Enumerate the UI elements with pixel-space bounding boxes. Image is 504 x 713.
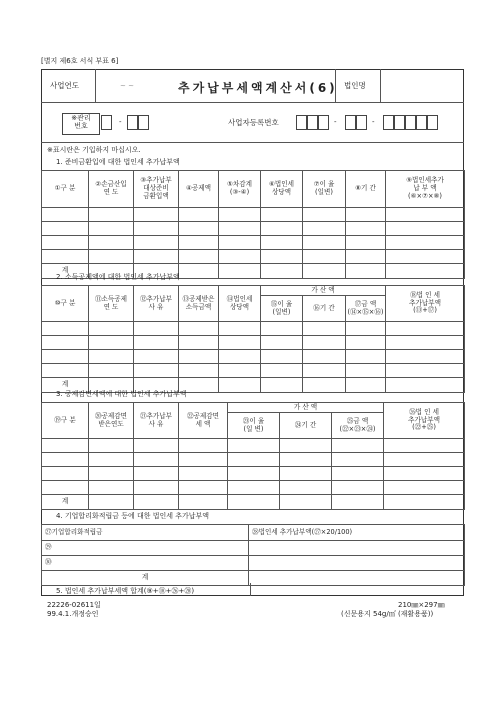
dash: -: [119, 118, 122, 126]
s2-h-additional: ⑱법 인 세 추가납부액 (⑬+⑰): [386, 286, 465, 322]
notice: ※표시란은 기입하지 마십시오.: [47, 146, 141, 154]
section3-title: 3. 공제감면세액에 대한 법인세 추가납부액: [56, 390, 187, 398]
section1-table: [41, 170, 465, 279]
footer-code: 22226-02611일: [47, 601, 101, 609]
s4-total-label: 계: [42, 571, 249, 586]
s2-h-year: ⑪소득공제 연 도: [89, 286, 134, 322]
s1-h-additional: ⑨법인세추가 납 부 액 (⑥×⑦×⑧): [386, 171, 465, 208]
s2-h-income: ⑬공제받은 소득금액: [179, 286, 219, 322]
s3-h-additional: ㉖법 인 세 추가납부액 (㉒+㉕): [384, 403, 465, 439]
biz-reg-box-10[interactable]: [427, 115, 438, 130]
table-row[interactable]: [42, 364, 465, 378]
footer-approval: 99.4.1.개정승인: [47, 610, 99, 618]
s1-h-deduction: ④공제액: [179, 171, 219, 208]
table-row[interactable]: [42, 208, 465, 222]
s1-h-gubun: ①구 분: [42, 171, 89, 208]
section5-title: 5. 법인세 추가납부세액 합계(⑨+⑱+㉖+㉘): [56, 587, 195, 595]
table-row[interactable]: [42, 236, 465, 250]
s4-h-reserve: ㉗기업합리화적립금: [42, 525, 249, 541]
table-row[interactable]: [42, 439, 465, 453]
table-row[interactable]: [42, 322, 465, 336]
s1-h-year: ②손금산입 연 도: [89, 171, 134, 208]
table-row[interactable]: [42, 350, 465, 364]
s3-h-reason: ㉑추가납부 사 유: [134, 403, 179, 439]
s2-total-label: 계: [42, 378, 89, 393]
s1-h-tax-equiv: ⑥법인세 상당액: [261, 171, 303, 208]
biz-reg-box-1[interactable]: [296, 115, 307, 130]
s2-h-rate: ⑮이 율 (일변): [261, 296, 303, 322]
s1-h-reversal: ③추가납부 대상준비 금환입액: [134, 171, 179, 208]
s4-row1-label: ㉙: [42, 541, 249, 556]
s2-h-amount: ⑰금 액 (⑭×⑮×⑯): [346, 296, 386, 322]
footer-paper: (신문용지 54g/㎡ (재활용품)): [341, 610, 434, 618]
s4-row2-label: ㉚: [42, 556, 249, 571]
business-year-label: 사업연도: [50, 81, 79, 90]
total-row[interactable]: [42, 571, 465, 586]
s3-h-period: ㉔기 간: [280, 413, 332, 439]
s3-total-label: 계: [42, 495, 89, 510]
table-row[interactable]: [42, 541, 465, 556]
dash: -: [334, 118, 337, 126]
mgmt-no-box-3[interactable]: [138, 115, 149, 130]
biz-reg-box-9[interactable]: [416, 115, 427, 130]
business-year-value[interactable]: ~ ~: [120, 82, 134, 90]
biz-reg-box-3[interactable]: [318, 115, 329, 130]
biz-reg-box-8[interactable]: [405, 115, 416, 130]
mgmt-no-label: ※관리 번호: [71, 114, 91, 131]
mgmt-no-box-1[interactable]: [101, 115, 112, 130]
biz-reg-box-6[interactable]: [383, 115, 394, 130]
form-title: 추가납부세액계산서(6): [178, 81, 338, 95]
s4-h-additional: ㉘법인세 추가납부액(㉗×20/100): [249, 525, 465, 541]
mgmt-no-box-2[interactable]: [127, 115, 138, 130]
s3-h-amount: ㉕금 액 (㉒×㉓×㉔): [332, 413, 384, 439]
biz-reg-label: 사업자등록번호: [228, 118, 279, 127]
section1-title: 1. 준비금환입에 대한 법인세 추가납부액: [56, 158, 180, 166]
section4-title: 4. 기업합리화적립금 등에 대한 법인세 추가납부액: [56, 512, 210, 520]
table-row[interactable]: [42, 467, 465, 481]
total-row[interactable]: [42, 495, 465, 510]
s1-h-period: ⑧기 간: [346, 171, 386, 208]
s1-h-balance: ⑤차감계 (③-④): [219, 171, 261, 208]
footer-size: 210㎜×297㎜: [398, 601, 445, 609]
s3-h-gubun: ⑲구 분: [42, 403, 89, 439]
section4-table: [41, 524, 465, 586]
s3-h-group: 가 산 액: [228, 403, 384, 413]
s2-h-reason: ⑫추가납부 사 유: [134, 286, 179, 322]
table-row[interactable]: [42, 453, 465, 467]
s2-h-gubun: ⑩구 분: [42, 286, 89, 322]
corp-name-field[interactable]: [381, 70, 463, 101]
s1-h-rate: ⑦이 율 (일변): [303, 171, 346, 208]
biz-reg-box-4[interactable]: [345, 115, 356, 130]
table-row[interactable]: [42, 250, 465, 264]
s2-h-period: ⑯기 간: [303, 296, 346, 322]
biz-reg-box-7[interactable]: [394, 115, 405, 130]
section3-table: [41, 402, 465, 510]
dash: -: [372, 118, 375, 126]
s3-h-year: ⑳공제감면 받은연도: [89, 403, 134, 439]
s2-h-tax-equiv: ⑭법인세 상당액: [219, 286, 261, 322]
corp-name-label: 법인명: [344, 81, 366, 90]
section2-table: [41, 285, 465, 393]
s3-h-credit: ㉒공제감면 세 액: [179, 403, 228, 439]
table-row[interactable]: [42, 222, 465, 236]
s3-h-rate: ㉓이 율 (일 변): [228, 413, 280, 439]
table-row[interactable]: [42, 556, 465, 571]
biz-reg-box-5[interactable]: [356, 115, 367, 130]
section2-title: 2. 소득공제액에 대한 법인세 추가납부액: [56, 273, 180, 281]
form-reference: [별지 제6호 서식 부표 6]: [41, 57, 119, 65]
table-row[interactable]: [42, 336, 465, 350]
table-row[interactable]: [42, 481, 465, 495]
s1-total-label: 계: [42, 264, 89, 279]
biz-reg-box-2[interactable]: [307, 115, 318, 130]
s2-h-group: 가 산 액: [261, 286, 386, 296]
